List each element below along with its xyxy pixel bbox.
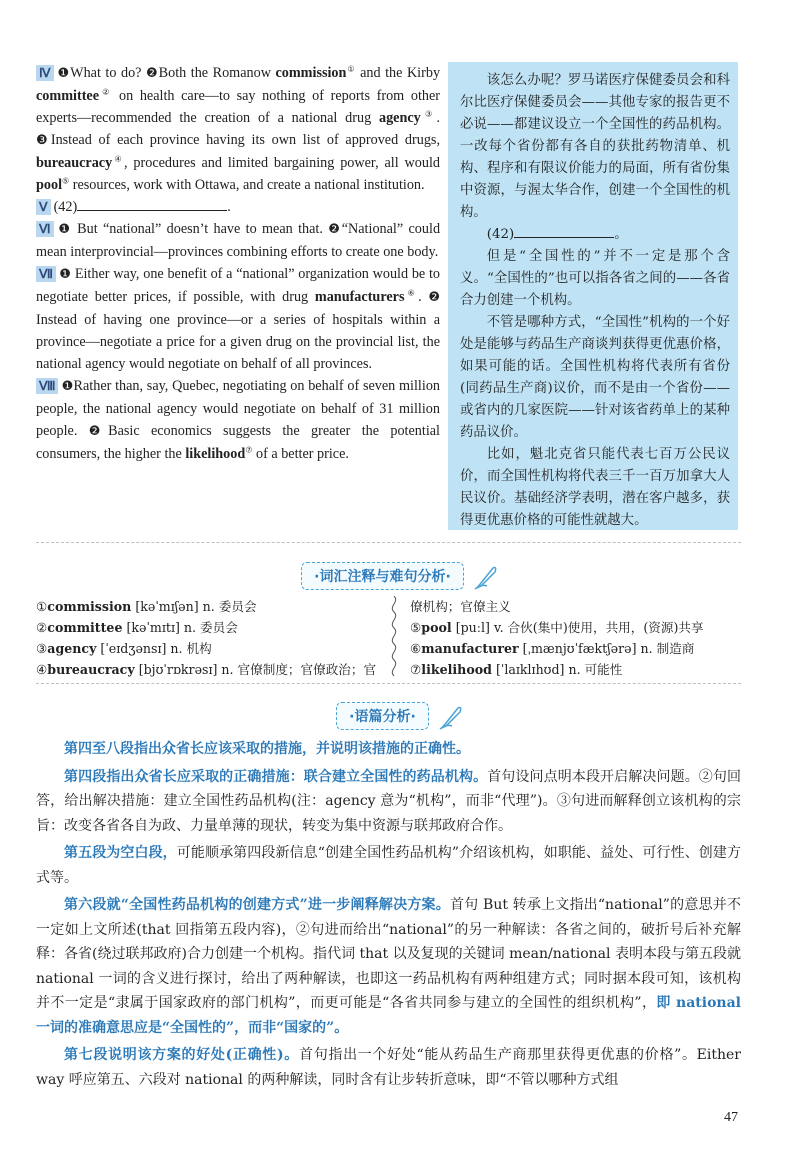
analysis-p7: 第七段说明该方案的好处(正确性)。首句指出一个好处“能从药品生产商那里获得更优惠的价格”。Either way 呼应第五、六段对 national 的两种解读，同时含有让步转折意味，即“不管以哪种方式组 bbox=[36, 1047, 741, 1088]
vocab-right-column bbox=[410, 596, 750, 680]
paragraph-marker: Ⅳ bbox=[36, 65, 54, 81]
translation-p5: (42) 。 bbox=[486, 227, 628, 242]
vocab-heading bbox=[0, 562, 800, 590]
divider bbox=[36, 542, 741, 543]
translation-p4: 该怎么办呢？罗马诺医疗保健委员会和科尔比医疗保健委员会——其他专家的报告更不必说——都建议设立一个全国性的药品机构。一改每个省份都有各自的获批药物清单、机构、程序和有限议价能力的局面，所有省份集中资源，与渥太华合作，创建一个全国性的机构。 bbox=[460, 73, 730, 220]
translation-p6: 但是“全国性的”并不一定是那个含义。“全国性的”也可以指各省之间的——各省合力创建一个机构。 bbox=[460, 249, 730, 308]
quill-icon bbox=[438, 704, 464, 730]
paragraph-6: Ⅵ ❶ But “national” doesn’t have to mean that. ❷“National” could mean interprovincial—provinces combining efforts to create one body. bbox=[36, 221, 441, 260]
vocab-word: pool bbox=[36, 177, 63, 193]
analysis-p6: 第六段就“全国性药品机构的创建方式”进一步阐释解决方案。首句 But 转承上文指出“national”的意思并不一定如上文所述(that 回指第五段内容)，②句进而给出“national”的另一种解读：各省之间的，破折号后补充解释：各省(绕过联邦政府)合力创建一个机构。指代词 that 以及复现的关键词 mean/national 表明本段与第五段就 national 一词的含义进行探讨，给出了两种解读，也即这一药品机构有两种组建方式；同时据本段可知，该机构并不一定是“隶属于国家政府的部门机构”，而更可能是“各省共同参与建立的全国性的组织机构”，即 national 一词的准确意思应是“全国性的”，而非“国家的”。 bbox=[36, 897, 741, 1036]
answer-blank[interactable] bbox=[77, 196, 227, 211]
paragraph-marker: Ⅴ bbox=[36, 199, 51, 215]
vocab-word: bureaucracy bbox=[36, 155, 113, 171]
analysis-heading bbox=[0, 702, 800, 730]
vocab-word: agency bbox=[378, 110, 421, 126]
vocab-title: ·词汇注释与难句分析· bbox=[301, 562, 464, 590]
vocab-word: commission bbox=[275, 65, 347, 81]
analysis-summary: 第四至八段指出众省长应该采取的措施，并说明该措施的正确性。 bbox=[64, 741, 470, 757]
discourse-analysis bbox=[36, 737, 741, 1095]
spiral-binding-icon bbox=[388, 596, 400, 680]
analysis-p5: 第五段为空白段，可能顺承第四段新信息“创建全国性药品机构”介绍该机构，如职能、益处、可行性、创建方式等。 bbox=[36, 845, 741, 886]
vocab-entry: ④bureaucracy [bjʊˈrɒkrəsɪ] n. 官僚制度；官僚政治；官 bbox=[36, 662, 377, 677]
vocab-entry: ⑤pool [puːl] v. 合伙(集中)使用，共用，(资源)共享 bbox=[410, 620, 704, 635]
answer-blank[interactable] bbox=[514, 225, 614, 238]
vocab-word: manufacturers bbox=[314, 289, 405, 305]
vocab-entry: ②committee [kəˈmɪtɪ] n. 委员会 bbox=[36, 620, 238, 635]
paragraph-8: Ⅷ ❶Rather than, say, Quebec, negotiating on behalf of seven million people, the national agency would negotiate on behalf of 31 million people. ❷Basic economics suggests the greater the potential consumers, the higher the likelihood⑦ of a better price. bbox=[36, 378, 441, 462]
paragraph-5: Ⅴ (42) . bbox=[36, 196, 440, 218]
page-number: 47 bbox=[724, 1110, 738, 1125]
translation-p7: 不管是哪种方式，“全国性”机构的一个好处是能够与药品生产商谈判获得更优惠价格，如果可能的话。全国性机构将代表所有省份(同药品生产商)议价，而不是由一个省份——或省内的几家医院——针对该省药单上的某种药品议价。 bbox=[460, 315, 730, 440]
paragraph-marker: Ⅷ bbox=[36, 378, 58, 394]
analysis-title: ·语篇分析· bbox=[336, 702, 429, 730]
paragraph-marker: Ⅵ bbox=[36, 221, 54, 237]
vocab-word: likelihood bbox=[185, 446, 246, 462]
paragraph-7: Ⅶ ❶ Either way, one benefit of a “national” organization would be to negotiate better prices, if possible, with drug manufacturers⑥. ❷ Instead of having one province—or a series of hospitals within a province—negotiate a price for a given drug on the provincial list, the national agency would negotiate on behalf of all provinces. bbox=[36, 266, 441, 372]
vocab-entry: ⑥manufacturer [ˌmænjʊˈfæktʃərə] n. 制造商 bbox=[410, 641, 695, 656]
quill-icon bbox=[473, 564, 499, 590]
paragraph-4: Ⅳ ❶What to do? ❷Both the Romanow commission① and the Kirby committee② on health care—to say nothing of reports from other experts—recommended the creation of a national drug agency③. ❸Instead of each province having its own list of approved drugs, bureaucracy④, procedures and limited bargaining power, all would pool⑤ resources, work with Ottawa, and create a national institution. bbox=[36, 64, 441, 193]
translation-box bbox=[448, 62, 738, 530]
divider bbox=[36, 683, 741, 684]
vocab-word: committee bbox=[36, 88, 100, 104]
vocab-entry: ⑦likelihood [ˈlaɪklɪhʊd] n. 可能性 bbox=[410, 662, 623, 677]
english-passage bbox=[36, 62, 440, 465]
paragraph-marker: Ⅶ bbox=[36, 266, 56, 282]
vocab-entry: 僚机构；官僚主义 bbox=[410, 599, 511, 614]
vocab-entry: ③agency [ˈeɪdʒənsɪ] n. 机构 bbox=[36, 641, 212, 656]
translation-p8: 比如，魁北克省只能代表七百万公民议价，而全国性机构将代表三千一百万加拿大人民议价。基础经济学表明，潜在客户越多，获得更优惠价格的可能性就越大。 bbox=[460, 447, 730, 528]
analysis-p4: 第四段指出众省长应采取的正确措施：联合建立全国性的药品机构。首句设问点明本段开启解决问题。②句回答，给出解决措施：建立全国性药品机构(注：agency 意为“机构”，而非“代理”)。③句进而解释创立该机构的宗旨：改变各省各自为政、力量单薄的现状，转变为集中资源与联邦政府合作。 bbox=[36, 768, 742, 834]
vocab-entry: ①commission [kəˈmɪʃən] n. 委员会 bbox=[36, 599, 257, 614]
vocab-left-column bbox=[36, 596, 376, 680]
